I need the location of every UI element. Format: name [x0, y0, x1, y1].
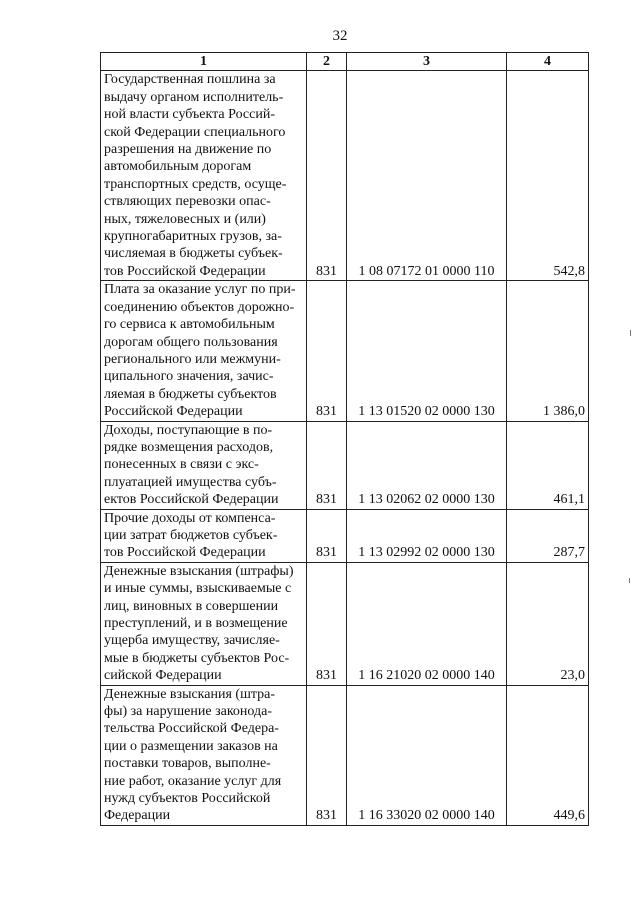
- budget-code-cell: 1 13 02992 02 0000 130: [347, 509, 507, 562]
- table-row: [101, 71, 589, 281]
- revenue-name-cell: Денежные взыскания (штра- фы) за нарушение законода- тельства Российской Федера- ции о размещении заказов на поставки товаров, выполне- ние работ, оказание услуг для нужд субъектов Российской Федерации: [101, 685, 307, 825]
- amount-cell: 461,1: [507, 421, 589, 509]
- column-header-1: 1: [101, 53, 307, 71]
- page-number: 32: [332, 28, 348, 44]
- amount-cell: 449,6: [507, 685, 589, 825]
- revenue-name-cell: Доходы, поступающие в по- рядке возмещения расходов, понесенных в связи с экс- плуатацией имущества субъ- ектов Российской Федерации: [101, 421, 307, 509]
- table-row: [101, 562, 589, 685]
- scan-artifact-mark: [630, 330, 631, 336]
- revenue-name-cell: Денежные взыскания (штрафы) и иные суммы, взыскиваемые с лиц, виновных в совершении преступлений, и в возмещение ущерба имуществу, зачисляе- мые в бюджеты субъектов Рос- сийской Федерации: [101, 562, 307, 685]
- revenue-name-cell: Прочие доходы от компенса- ции затрат бюджетов субъек- тов Российской Федерации: [101, 509, 307, 562]
- admin-code-cell: 831: [307, 421, 347, 509]
- table-row: [101, 421, 589, 509]
- budget-code-cell: 1 08 07172 01 0000 110: [347, 71, 507, 281]
- budget-code-cell: 1 13 01520 02 0000 130: [347, 281, 507, 421]
- admin-code-cell: 831: [307, 71, 347, 281]
- revenue-name-cell: Плата за оказание услуг по при- соединению объектов дорожно- го сервиса к автомобильным дорогам общего пользования регионального или межмуни- ципального значения, зачис- ляемая в бюджеты субъектов Российской Федерации: [101, 281, 307, 421]
- column-header-4: 4: [507, 53, 589, 71]
- column-header-2: 2: [307, 53, 347, 71]
- table-header-row: [101, 53, 589, 71]
- scan-artifact-mark: [629, 578, 630, 583]
- table-row: [101, 685, 589, 825]
- table-row: [101, 281, 589, 421]
- budget-code-cell: 1 13 02062 02 0000 130: [347, 421, 507, 509]
- amount-cell: 542,8: [507, 71, 589, 281]
- amount-cell: 287,7: [507, 509, 589, 562]
- admin-code-cell: 831: [307, 685, 347, 825]
- table-row: [101, 509, 589, 562]
- amount-cell: 1 386,0: [507, 281, 589, 421]
- budget-code-cell: 1 16 33020 02 0000 140: [347, 685, 507, 825]
- admin-code-cell: 831: [307, 562, 347, 685]
- revenue-table: [100, 52, 589, 826]
- admin-code-cell: 831: [307, 509, 347, 562]
- revenue-name-cell: Государственная пошлина за выдачу органом исполнитель- ной власти субъекта Россий- ской Федерации специального разрешения на движение по автомобильным дорогам транспортных средств, осуще- ствляющих перевозки опас- ных, тяжеловесных и (или) крупногабаритных грузов, за- числяемая в бюджеты субъек- тов Российской Федерации: [101, 71, 307, 281]
- admin-code-cell: 831: [307, 281, 347, 421]
- budget-code-cell: 1 16 21020 02 0000 140: [347, 562, 507, 685]
- column-header-3: 3: [347, 53, 507, 71]
- amount-cell: 23,0: [507, 562, 589, 685]
